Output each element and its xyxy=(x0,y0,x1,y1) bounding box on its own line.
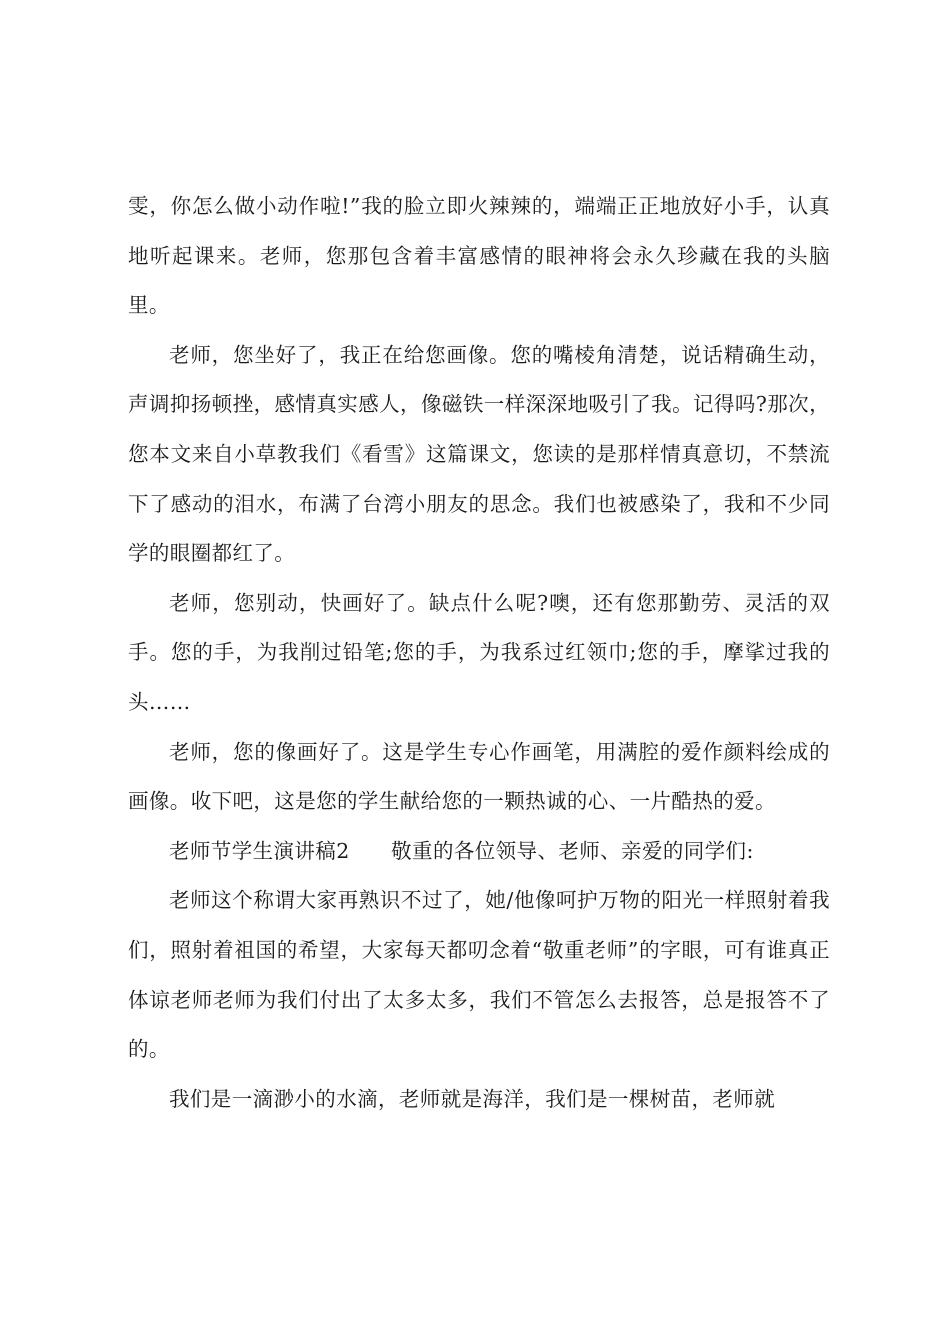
paragraph-5: 老师这个称谓大家再熟识不过了，她/他像呵护万物的阳光一样照射着我们，照射着祖国的希望，大家每天都叨念着“敬重老师”的字眼，可有谁真正体谅老师老师为我们付出了太多太多，我们不管怎么去报答，总是报答不了的。 xyxy=(128,888,830,1062)
speech-title: 老师节学生演讲稿2 xyxy=(169,838,350,863)
speech-heading-line xyxy=(128,827,830,877)
paragraph-3: 老师，您别动，快画好了。缺点什么呢?噢，还有您那勤劳、灵活的双手。您的手，为我削过铅笔;您的手，为我系过红领巾;您的手，摩挲过我的头…… xyxy=(128,590,830,714)
paragraph-6: 我们是一滴渺小的水滴，老师就是海洋，我们是一棵树苗，老师就 xyxy=(169,1086,776,1111)
paragraph-4: 老师，您的像画好了。这是学生专心作画笔，用满腔的爱作颜料绘成的画像。收下吧，这是您的学生献给您的一颗热诚的心、一片酷热的爱。 xyxy=(128,739,830,814)
speech-greeting: 敬重的各位领导、老师、亲爱的同学们: xyxy=(391,838,754,863)
paragraph-1: 雯，你怎么做小动作啦!”我的脸立即火辣辣的，端端正正地放好小手，认真地听起课来。老师，您那包含着丰富感情的眼神将会永久珍藏在我的头脑里。 xyxy=(128,194,830,318)
paragraph-2: 老师，您坐好了，我正在给您画像。您的嘴棱角清楚，说话精确生动，声调抑扬顿挫，感情真实感人，像磁铁一样深深地吸引了我。记得吗?那次，您本文来自小草教我们《看雪》这篇课文，您读的是那样情真意切，不禁流下了感动的泪水，布满了台湾小朋友的思念。我们也被感染了，我和不少同学的眼圈都红了。 xyxy=(128,342,830,566)
document-body xyxy=(128,182,830,1124)
